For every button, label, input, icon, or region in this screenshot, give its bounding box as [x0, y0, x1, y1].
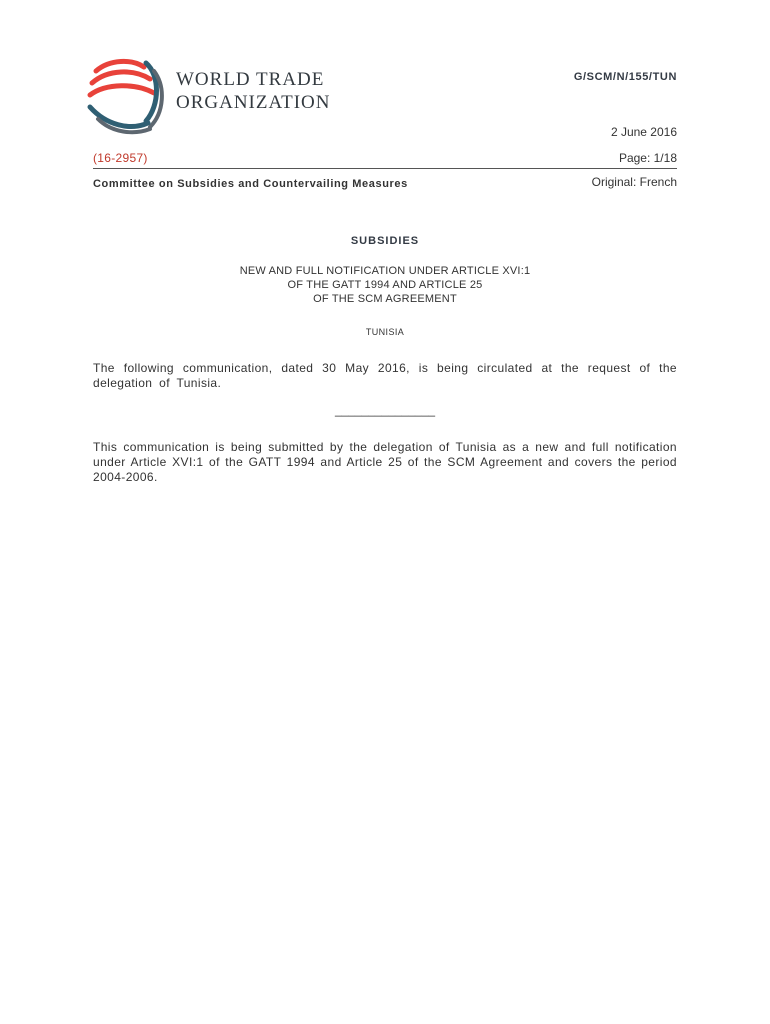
document-symbol: G/SCM/N/155/TUN	[573, 71, 677, 83]
page-number: Page: 1/18	[618, 151, 677, 165]
document-title: SUBSIDIES	[350, 235, 420, 247]
wto-logo-icon	[84, 57, 168, 135]
subtitle-line-3: OF THE SCM AGREEMENT	[313, 293, 457, 305]
original-language: Original: French	[591, 175, 677, 189]
wto-logo	[84, 57, 344, 135]
document-subtitle	[93, 264, 677, 306]
document-date: 2 June 2016	[610, 125, 677, 139]
subtitle-line-2: OF THE GATT 1994 AND ARTICLE 25	[287, 279, 483, 291]
header-divider	[93, 168, 677, 169]
logo-line-2: ORGANIZATION	[176, 92, 331, 113]
committee-name: Committee on Subsidies and Countervailing Measures	[93, 178, 408, 190]
intro-paragraph: The following communication, dated 30 May 2016, is being circulated at the request of the delegation of Tunisia.	[93, 361, 677, 390]
country-name: TUNISIA	[365, 327, 405, 337]
separator-line: _______________	[334, 403, 436, 417]
subtitle-line-1: NEW AND FULL NOTIFICATION UNDER ARTICLE XVI:1	[239, 265, 531, 277]
body-paragraph: This communication is being submitted by the delegation of Tunisia as a new and full notification under Article XVI:1 of the GATT 1994 and Article 25 of the SCM Agreement and covers the period 2004-2006.	[93, 440, 677, 484]
logo-line-1: WORLD TRADE	[176, 69, 325, 90]
wto-logo-wordmark	[176, 70, 330, 116]
document-number: (16-2957)	[93, 151, 148, 165]
